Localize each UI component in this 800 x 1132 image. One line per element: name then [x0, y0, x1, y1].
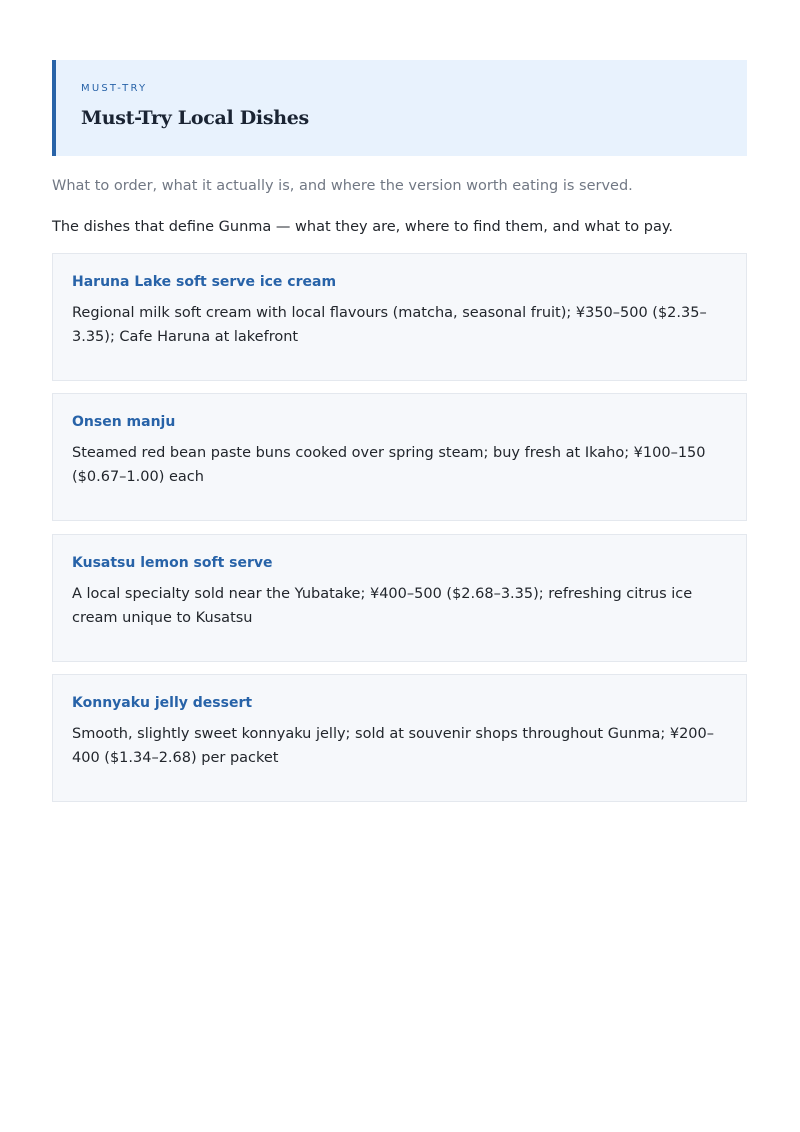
- dish-card: [52, 253, 747, 381]
- dish-description: Steamed red bean paste buns cooked over spring steam; buy fresh at Ikaho; ¥100–150 ($0.67–1.00) each: [72, 445, 706, 485]
- dish-card: [52, 393, 747, 521]
- dish-card: [52, 674, 747, 802]
- dish-description: A local specialty sold near the Yubatake; ¥400–500 ($2.68–3.35); refreshing citrus ice cream unique to Kusatsu: [72, 586, 693, 626]
- dish-description: Smooth, slightly sweet konnyaku jelly; sold at souvenir shops throughout Gunma; ¥200–400 ($1.34–2.68) per packet: [72, 726, 714, 766]
- page-title: Must-Try Local Dishes: [81, 107, 309, 129]
- intro-text: The dishes that define Gunma — what they are, where to find them, and what to pay.: [52, 219, 673, 235]
- dish-name: Konnyaku jelly dessert: [72, 695, 253, 711]
- section-eyebrow: MUST-TRY: [81, 83, 148, 94]
- dish-name: Onsen manju: [72, 414, 176, 430]
- section-header: [52, 60, 747, 156]
- section-subtitle: What to order, what it actually is, and where the version worth eating is served.: [52, 178, 633, 194]
- dish-description: Regional milk soft cream with local flavours (matcha, seasonal fruit); ¥350–500 ($2.35–3.35); Cafe Haruna at lakefront: [72, 305, 707, 345]
- dish-name: Haruna Lake soft serve ice cream: [72, 274, 337, 290]
- dish-name: Kusatsu lemon soft serve: [72, 555, 273, 571]
- dish-card: [52, 534, 747, 662]
